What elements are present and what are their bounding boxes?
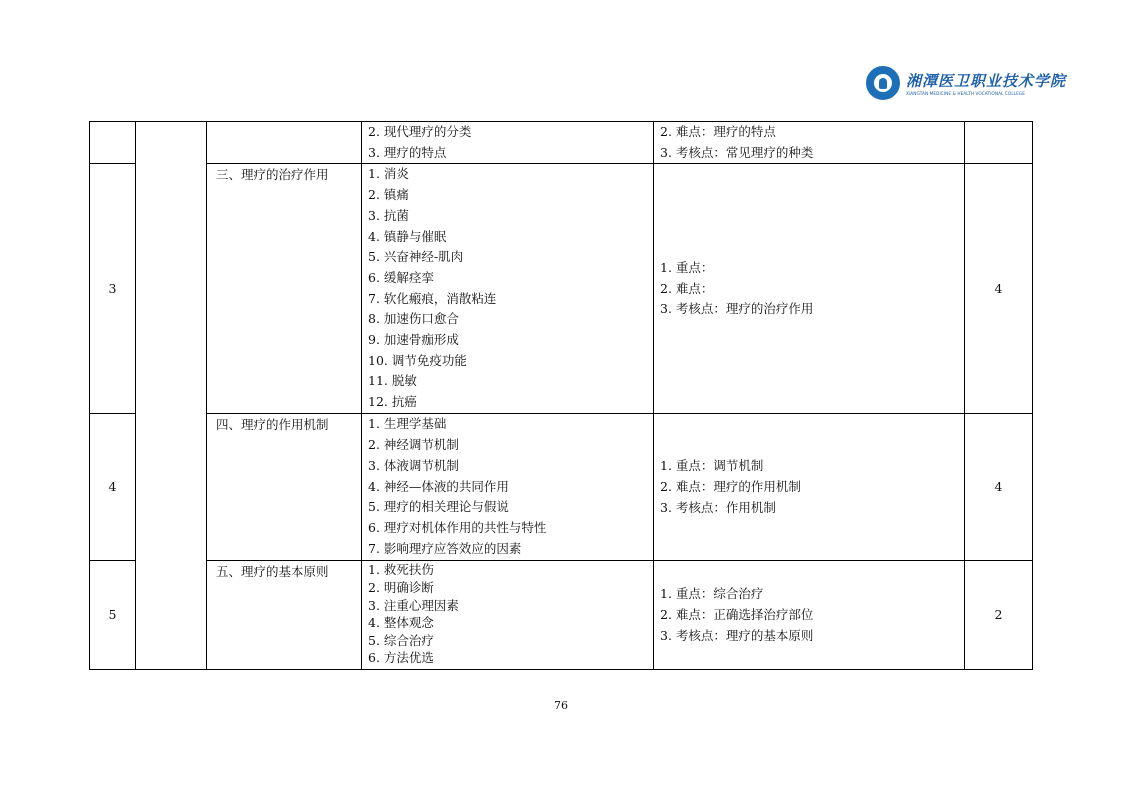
content-item: 8. 加速伤口愈合 (368, 311, 459, 327)
content-item: 9. 加速骨痂形成 (368, 332, 459, 348)
row-number: 4 (90, 414, 136, 561)
key-point: 2. 难点：理疗的作用机制 (660, 479, 801, 495)
key-point: 3. 考核点：常见理疗的种类 (660, 144, 814, 160)
row-hours: 4 (965, 414, 1033, 561)
content-item: 3. 体液调节机制 (368, 457, 459, 473)
row-topic: 四、理疗的作用机制 (207, 414, 362, 561)
content-item: 6. 缓解痉挛 (368, 269, 434, 285)
syllabus-table (89, 121, 1033, 670)
row-number: 3 (90, 164, 136, 414)
key-point: 1. 重点： (660, 259, 714, 275)
content-item: 6. 方法优选 (368, 650, 434, 666)
row-hours (965, 122, 1033, 164)
row-hours: 4 (965, 164, 1033, 414)
content-item: 1. 救死扶伤 (368, 562, 434, 578)
row-content (362, 561, 654, 670)
key-point: 3. 考核点：理疗的治疗作用 (660, 301, 814, 317)
college-emblem-icon (866, 66, 900, 100)
table-row (90, 561, 1033, 670)
key-point: 3. 考核点：作用机制 (660, 499, 776, 515)
logo-chinese-name: 湘潭医卫职业技术学院 (906, 72, 1067, 90)
content-item: 7. 影响理疗应答效应的因素 (368, 540, 522, 556)
content-item: 6. 理疗对机体作用的共性与特性 (368, 519, 547, 535)
key-point: 2. 难点：正确选择治疗部位 (660, 607, 814, 623)
table-row (90, 122, 1033, 164)
key-point: 2. 难点：理疗的特点 (660, 124, 776, 139)
row-content (362, 122, 654, 164)
content-item: 1. 生理学基础 (368, 416, 447, 432)
page-number: 76 (554, 699, 568, 712)
content-item: 7. 软化瘢痕，消散粘连 (368, 290, 497, 306)
table-row (90, 164, 1033, 414)
row-content (362, 414, 654, 561)
row-number: 5 (90, 561, 136, 670)
content-item: 1. 消炎 (368, 166, 409, 182)
content-item: 11. 脱敏 (368, 373, 417, 389)
content-item: 4. 镇静与催眠 (368, 228, 447, 244)
content-item: 3. 理疗的特点 (368, 144, 447, 160)
row-number (90, 122, 136, 164)
content-item: 4. 神经—体液的共同作用 (368, 478, 509, 494)
row-topic: 五、理疗的基本原则 (207, 561, 362, 670)
content-item: 4. 整体观念 (368, 615, 434, 631)
key-point: 3. 考核点：理疗的基本原则 (660, 627, 814, 643)
content-item: 5. 理疗的相关理论与假说 (368, 499, 509, 515)
row-topic: 三、理疗的治疗作用 (207, 164, 362, 414)
row-hours: 2 (965, 561, 1033, 670)
key-point: 1. 重点：综合治疗 (660, 586, 764, 602)
key-point: 2. 难点： (660, 280, 714, 296)
row-key-points (654, 122, 965, 164)
content-item: 2. 神经调节机制 (368, 437, 459, 453)
content-item: 5. 兴奋神经-肌肉 (368, 249, 464, 265)
content-item: 3. 抗菌 (368, 207, 409, 223)
content-item: 2. 现代理疗的分类 (368, 124, 472, 139)
content-item: 12. 抗癌 (368, 394, 417, 410)
content-item: 3. 注重心理因素 (368, 597, 459, 613)
content-item: 5. 综合治疗 (368, 632, 434, 648)
content-item: 2. 镇痛 (368, 187, 409, 203)
row-key-points (654, 164, 965, 414)
table-row (90, 414, 1033, 561)
row-key-points (654, 414, 965, 561)
merged-column (136, 122, 207, 670)
logo-english-name: XIANGTAN MEDICINE & HEALTH VOCATIONAL COLLEGE (906, 91, 1026, 96)
row-content (362, 164, 654, 414)
content-item: 10. 调节免疫功能 (368, 352, 467, 368)
row-topic (207, 122, 362, 164)
row-key-points (654, 561, 965, 670)
college-logo (866, 64, 1067, 104)
content-item: 2. 明确诊断 (368, 580, 434, 595)
key-point: 1. 重点：调节机制 (660, 458, 764, 474)
